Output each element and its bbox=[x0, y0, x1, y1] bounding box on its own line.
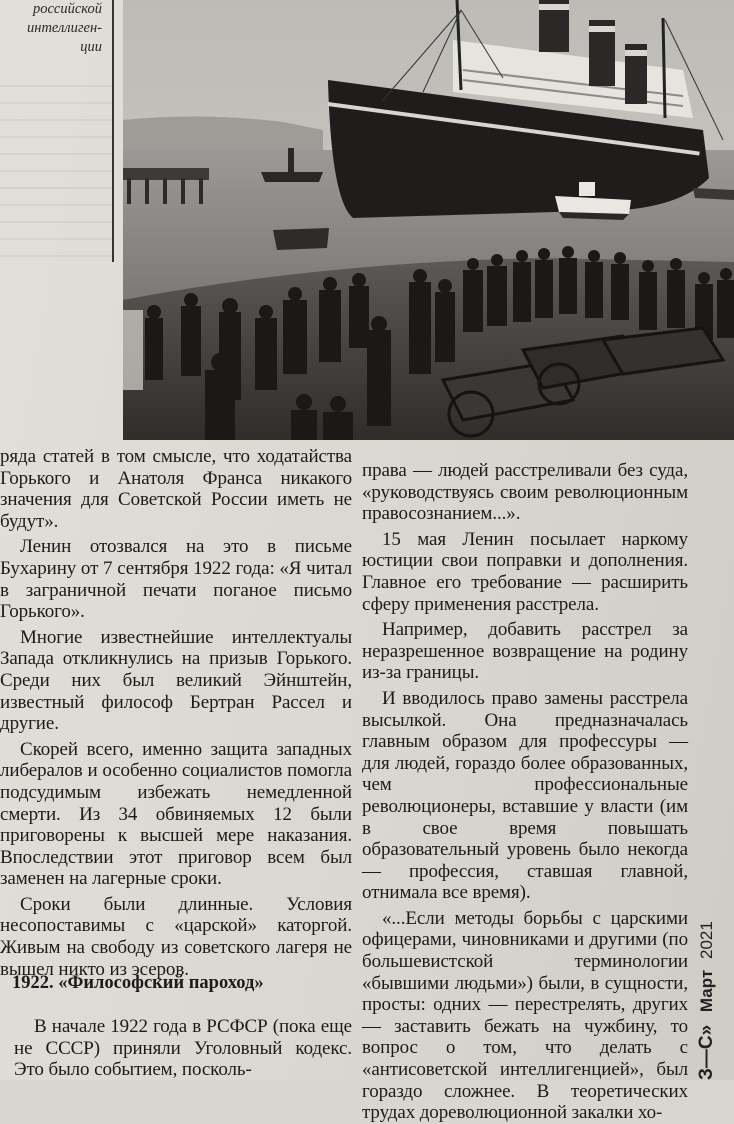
caption-line: российской bbox=[32, 1, 102, 17]
caption-line: интеллиген- bbox=[27, 20, 102, 36]
paragraph: И вводилось право замены расстрела высылкой. Она предназначалась главным образом для профессуры — для людей, гораздо более образованных, чем профессиональные революционеры, вставшие у власти (им в свое время повышать образовательный уровень было некогда — профессия, ставшая главной, отнимала все время). bbox=[362, 687, 688, 904]
paragraph: Например, добавить расстрел за неразрешенное возвращение на родину из-за границы. bbox=[362, 619, 688, 684]
steamship-photo bbox=[123, 0, 734, 440]
section-heading: 1922. «Философский пароход» bbox=[12, 973, 264, 993]
magazine-name: З—С» bbox=[696, 1024, 717, 1080]
paragraph: «...Если методы борьбы с царскими офицерами, чиновниками и другими (по большевистской терминологии «бывшими людьми») были, в сущности, просты: одних — перестрелять, других — заставить бежать на чужбину, то вопрос о том, что делать с «антисоветской интеллигенцией», был гораздо сложнее. В теоретических трудах дореволюционной закалки хо- bbox=[362, 907, 688, 1124]
article-column-right bbox=[362, 460, 688, 1124]
article-column-left bbox=[0, 446, 352, 980]
photo-caption-box bbox=[0, 0, 114, 262]
paragraph: ряда статей в том смысле, что ходатайства Горького и Анатоля Франса никакого значения для Советской России иметь не будут». bbox=[0, 446, 352, 532]
issue-month: Март bbox=[697, 969, 716, 1013]
magazine-issue-label bbox=[696, 860, 726, 1080]
paragraph: 15 мая Ленин посылает наркому юстиции свои поправки и дополнения. Главное его требование — расширить сферу применения расстрела. bbox=[362, 528, 688, 615]
paragraph: Скорей всего, именно защита западных либералов и особенно социалистов помогла подсудимым избежать немедленной смерти. Из 34 обвиняемых 12 были приговорены к высшей мере наказания. Впоследствии этот приговор всем был заменен на лагерные сроки. bbox=[0, 738, 352, 890]
photo-caption bbox=[27, 0, 102, 57]
paragraph: Многие известнейшие интеллектуалы Запада откликнулись на призыв Горького. Среди них был великий Эйнштейн, известный философ Бертран Рассел и другие. bbox=[0, 626, 352, 735]
previous-page-bleed bbox=[0, 70, 112, 260]
paragraph: Сроки были длинные. Условия несопоставимы с «царской» каторгой. Живым на свободу из советского лагеря не вышел никто из эсеров. bbox=[0, 893, 352, 980]
paragraph: Ленин отозвался на это в письме Бухарину от 7 сентября 1922 года: «Я читал в заграничной печати поганое письмо Горького». bbox=[0, 536, 352, 623]
paragraph: В начале 1922 года в РСФСР (пока еще не СССР) приняли Уголовный кодекс. Это было событием, посколь- bbox=[14, 1016, 352, 1081]
issue-year: 2021 bbox=[697, 921, 716, 960]
article-column-left-bottom bbox=[14, 1016, 352, 1081]
paragraph: права — людей расстреливали без суда, «руководствуясь своим революционным правосознанием...». bbox=[362, 460, 688, 525]
caption-line: ции bbox=[80, 39, 102, 55]
